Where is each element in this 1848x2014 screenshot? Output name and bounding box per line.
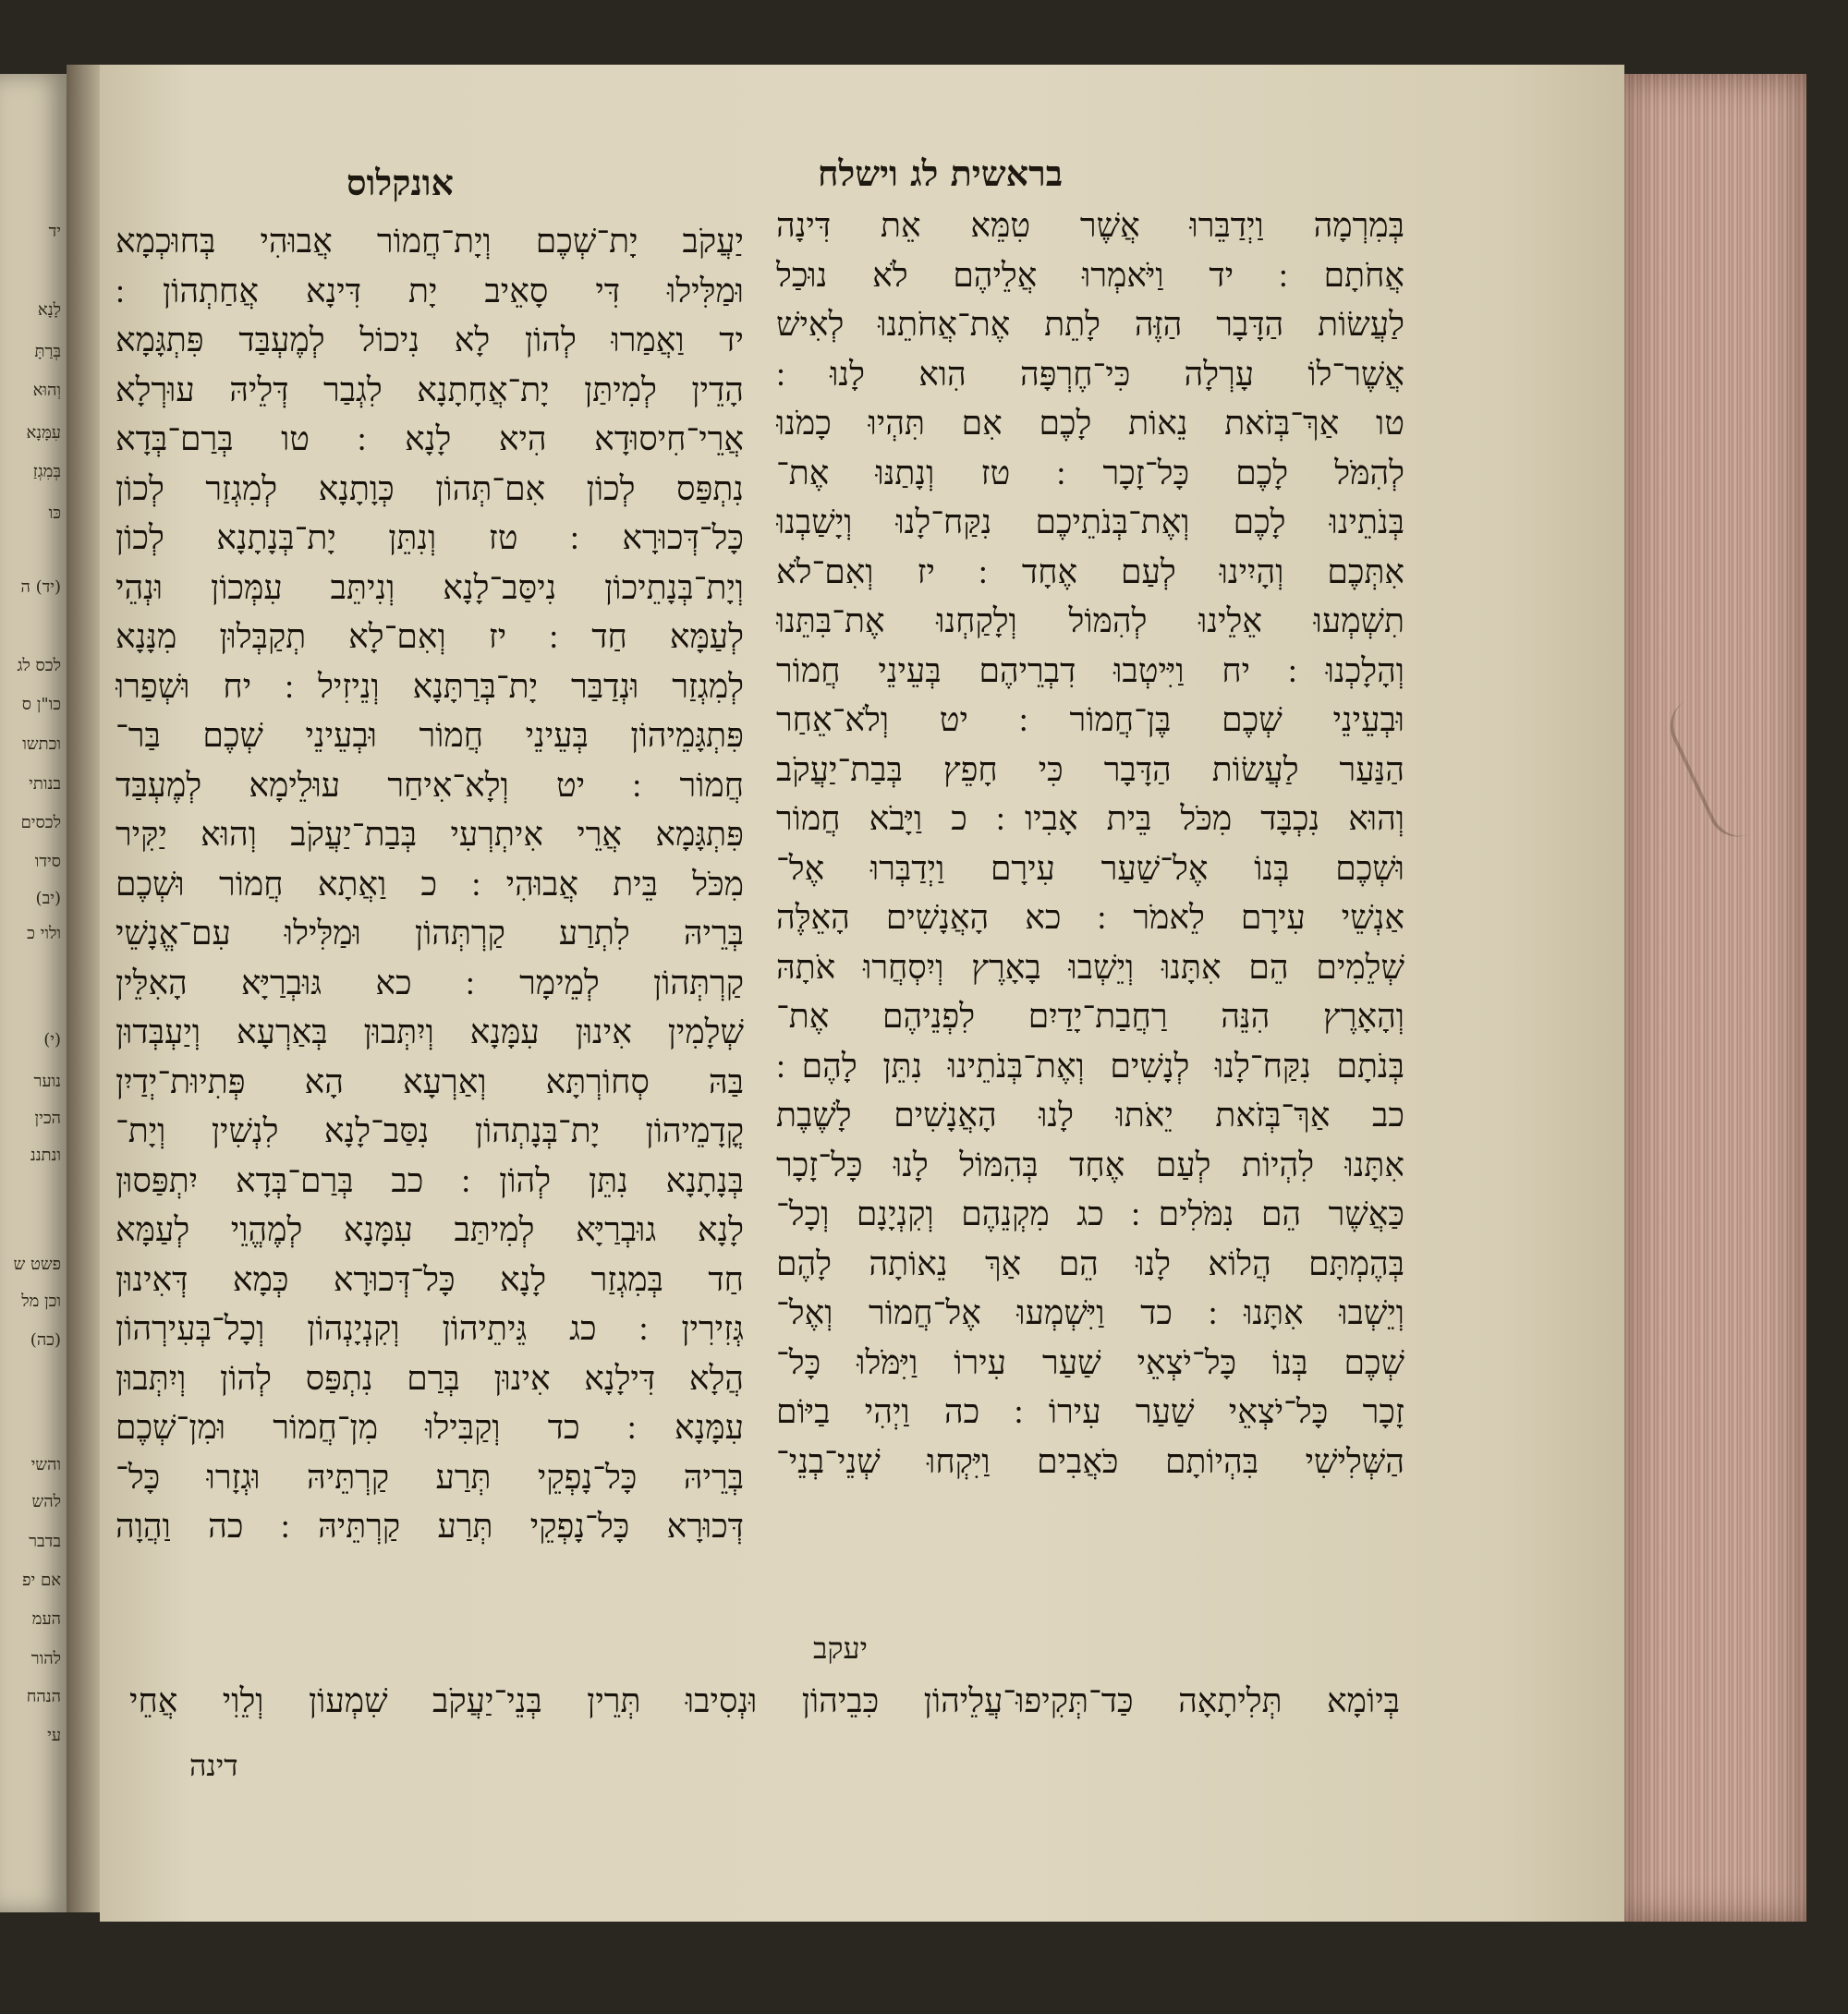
onkelos-text-line: כָּל־דְּכוּרָא ׃ טז וְנִתֵּן יָת־בְּנָתָנָא לְכוֹן <box>116 519 744 557</box>
onkelos-text-line: הֲלָא דִּילָנָא אִינוּן בְּרַם נִתְפַּס לְהוֹן וְיִתְּבוּן <box>116 1359 744 1398</box>
hebrew-text-line: בְּהֶמְתָּם הֲלוֹא לָנוּ הֵם אַךְ נֵאוֹתָה לָהֶם <box>776 1244 1404 1283</box>
hebrew-text-line: וְהָלָכְנוּ ׃ יח וַיִּיטְבוּ דִבְרֵיהֶם בְּעֵינֵי חֲמוֹר <box>776 651 1404 690</box>
hebrew-text-line: בְּנֹתָם נִקַּח־לָנוּ לְנָשִׁים וְאֶת־בְּנֹתֵינוּ נִתֵּן לָהֶם ׃ <box>776 1047 1404 1086</box>
onkelos-text-line: מִכֹּל בֵּית אֲבוּהִי ׃ כ וַאֲתָא חֲמוֹר וּשְׁכֶם <box>116 865 744 904</box>
hebrew-text-line: וְיֵשְׁבוּ אִתָּנוּ ׃ כד וַיִּשְׁמְעוּ אֶל־חֲמוֹר וְאֶל־ <box>776 1294 1404 1332</box>
onkelos-text-line: קֳדָמֵיהוֹן יָת־בְּנָתְהוֹן נִסַּב־לָנָא לִנְשִׁין וְיָת־ <box>116 1112 744 1150</box>
hebrew-text-line: לַעֲשׂוֹת הַדָּבָר הַזֶּה לָתֵת אֶת־אֲחֹתֵנוּ לְאִישׁ <box>776 306 1404 344</box>
hebrew-text-line: בְּנֹתֵינוּ לָכֶם וְאֶת־בְּנֹתֵיכֶם נִקַּח־לָנוּ וְיָשַׁבְנוּ <box>776 504 1404 541</box>
left-page-fragment: והשי <box>30 1455 61 1474</box>
left-page-fragment: לָנָא <box>37 300 61 320</box>
left-page-fragment: להש <box>31 1492 61 1511</box>
onkelos-text-line: אֲרֵי־חִיסוּדָא הִיא לָנָא ׃ טו בְּרַם־בְּדָא <box>116 420 744 458</box>
onkelos-text-line: וּמַלִּילוּ דִּי סָאֵיב יָת דִּינָא אֲחַתְהוֹן ׃ <box>116 272 744 310</box>
left-page-fragment: להור <box>30 1649 61 1668</box>
hebrew-text-line: אַנְשֵׁי עִירָם לֵאמֹר ׃ כא הָאֲנָשִׁים הָאֵלֶּה <box>776 899 1404 937</box>
left-page-fragment: פשט ש <box>13 1255 61 1274</box>
left-page-fragment: (יב) <box>35 889 61 908</box>
onkelos-text-line: חֲמוֹר ׃ יט וְלָא־אִיחַר עוּלֵימָא לְמֶעְבַּד <box>116 766 744 805</box>
left-page-fragment: יד <box>48 222 61 241</box>
left-page-fragment: בדבר <box>29 1532 61 1551</box>
hebrew-text-line: לְהִמֹּל לָכֶם כָּל־זָכָר ׃ טז וְנָתַנּוּ אֶת־ <box>776 454 1404 492</box>
onkelos-text-line: קַרְתְּהוֹן לְמֵימָר ׃ כא גּוּבְרַיָּא הָאִלֵּין <box>116 964 744 1002</box>
hebrew-text-line: הַשְּׁלִישִׁי בִּהְיוֹתָם כֹּאֲבִים וַיִּקְחוּ שְׁנֵי־בְנֵי־ <box>776 1442 1404 1481</box>
onkelos-text-line: בַּהּ סְחוֹרְתָּא וְאַרְעָא הָא פְּתִיוּת־יְדַיִן <box>116 1062 744 1101</box>
hebrew-text-line: וּשְׁכֶם בְּנוֹ אֶל־שַׁעַר עִירָם וַיְדַבְּרוּ אֶל־ <box>776 849 1404 888</box>
left-page-fragment: עִמָּנָא <box>26 423 61 443</box>
left-page-fragment: העמ <box>31 1609 61 1629</box>
left-page-fragment: הנהח <box>26 1687 61 1706</box>
onkelos-text-line: לְמִגְזַר וּנְדַבַּר יָת־בְּרַתָּנָא וְנֵיזִיל ׃ יח וּשְׁפַרוּ <box>116 667 744 706</box>
hebrew-text-line: הַנַּעַר לַעֲשׂוֹת הַדָּבָר כִּי חָפֵץ בְּבַת־יַעֲקֹב <box>776 750 1404 789</box>
running-header-right: בראשית לג וישלח <box>818 152 1064 194</box>
hebrew-text-line: תִשְׁמְעוּ אֵלֵינוּ לְהִמּוֹל וְלָקַחְנוּ אֶת־בִּתֵּנוּ <box>776 602 1404 640</box>
page-fore-edge <box>1622 74 1806 1922</box>
running-header-left: אונקלוס <box>346 162 454 203</box>
left-page-fragment: וְהוּא <box>32 381 61 400</box>
hebrew-text-line: וּבְעֵינֵי שְׁכֶם בֶּן־חֲמוֹר ׃ יט וְלֹא־אֵחַר <box>776 701 1404 739</box>
left-page-fragment: כו"ן ס <box>21 695 61 714</box>
onkelos-text-line: לְעַמָּא חַד ׃ יז וְאִם־לָא תְקַבְּלוּן מִנָּנָא <box>116 618 744 656</box>
left-page-fragment: לכס לג <box>17 656 61 675</box>
bottom-targum-line: בְּיוֹמָא תְּלִיתָאָה כַּד־תְּקִיפוּ־עֲלֵיהוֹן כִּבֵיהוֹן וּנְסִיבוּ תְּרֵין בְּנֵי־יַעֲקֹב שִׁמְעוֹן וְלֵוִי אֲחֵי <box>129 1682 1400 1720</box>
onkelos-text-line: דְּכוּרָא כָּל־נָפְקֵי תְּרַע קַרְתֵּיהּ ׃ כה וַהֲוָה <box>116 1508 744 1546</box>
onkelos-text-line: הָדֵין לְמִיתַּן יָת־אֲחָתָנָא לִגְבַר דְּלֵיהּ עוּרְלָא <box>116 370 744 409</box>
onkelos-text-line: יַעֲקֹב יָת־שְׁכֶם וְיָת־חֲמוֹר אֲבוּהִי בְּחוּכְמָא <box>116 223 744 261</box>
hebrew-text-line: בְּמִרְמָה וַיְדַבֵּרוּ אֲשֶׁר טִמֵּא אֵת דִּינָה <box>776 207 1404 245</box>
hebrew-text-line: וְהוּא נִכְבָּד מִכֹּל בֵּית אָבִיו ׃ כ וַיָּבֹא חֲמוֹר <box>776 800 1404 838</box>
left-page-fragment: ולוי כ <box>27 924 61 943</box>
onkelos-text-line: גְּזִירִין ׃ כג גֵּיתֵיהוֹן וְקִנְיָנְהוֹן וְכָל־בְּעִירְהוֹן <box>116 1310 744 1348</box>
left-page-fragment: עי <box>47 1726 61 1745</box>
hebrew-text-line: שְׁכֶם בְּנוֹ כָּל־יֹצְאֵי שַׁעַר עִירוֹ וַיִּמֹּלוּ כָּל־ <box>776 1343 1404 1382</box>
left-page-fragment: סידו <box>34 852 61 871</box>
hebrew-text-line: כַּאֲשֶׁר הֵם נִמֹּלִים ׃ כג מִקְנֵהֶם וְקִנְיָנָם וְכָל־ <box>776 1195 1404 1233</box>
hebrew-text-line: אִתָּנוּ לִהְיוֹת לְעַם אֶחָד בְּהִמּוֹל לָנוּ כָּל־זָכָר <box>776 1146 1404 1184</box>
catchword-right: יעקב <box>813 1631 869 1666</box>
hebrew-text-line: כב אַךְ־בְּזֹאת יֵאֹתוּ לָנוּ הָאֲנָשִׁים לָשֶׁבֶת <box>776 1097 1404 1134</box>
onkelos-text-line: חַד בְּמִגְזַר לָנָא כָּל־דְּכוּרָא כְּמָא דְּאִינוּן <box>116 1260 744 1299</box>
onkelos-text-column <box>116 217 744 1552</box>
hebrew-text-column <box>776 201 1404 1486</box>
left-facing-page <box>0 74 67 1912</box>
left-page-fragment: כּו <box>48 504 61 523</box>
hebrew-text-line: זָכָר כָּל־יֹצְאֵי שַׁעַר עִירוֹ ׃ כה וַיְהִי בַיּוֹם <box>776 1393 1404 1431</box>
left-page-fragment: וכתשו <box>22 734 61 754</box>
onkelos-text-line: לָנָא גוּבְרַיָּא לְמִיתַּב עִמָּנָא לְמֶהֱוֵי לְעַמָּא <box>116 1211 744 1249</box>
onkelos-text-line: בְּרֵיהּ כָּל־נָפְקֵי תְּרַע קַרְתֵּיהּ וּגְזָרוּ כָּל־ <box>116 1458 744 1497</box>
left-page-fragment: אם יפ <box>22 1571 61 1590</box>
onkelos-text-line: עִמָּנָא ׃ כד וְקַבִּילוּ מִן־חֲמוֹר וּמִן־שְׁכֶם <box>116 1409 744 1447</box>
onkelos-text-line: פִּתְגָּמֵיהוֹן בְּעֵינֵי חֲמוֹר וּבְעֵינֵי שְׁכֶם בַּר־ <box>116 717 744 755</box>
left-page-fragment: (י) <box>43 1030 61 1049</box>
hebrew-text-line: אֲחֹתָם ׃ יד וַיֹּאמְרוּ אֲלֵיהֶם לֹא נוּכַל <box>776 256 1404 295</box>
hebrew-text-line: וְהָאָרֶץ הִנֵּה רַחֲבַת־יָדַיִם לִפְנֵיהֶם אֶת־ <box>776 998 1404 1036</box>
left-page-fragment: בְּרַתָּ <box>34 342 61 361</box>
onkelos-text-line: שְׁלָמִין אִינוּן עִמָּנָא וְיִתְּבוּן בְּאַרְעָא וְיַעְבְּדוּן <box>116 1013 744 1051</box>
onkelos-text-line: נִתְפַּס לְכוֹן אִם־תְּהוֹן כְּוָתָנָא לְמִגְזַר לְכוֹן <box>116 469 744 508</box>
left-page-fragment: בְּמִגְזַ <box>32 462 61 481</box>
left-page-fragment: בנותי <box>29 774 61 794</box>
onkelos-text-line: פִּתְגָּמָא אֲרֵי אִיתְרְעִי בְּבַת־יַעֲקֹב וְהוּא יַקִּיר <box>116 816 744 854</box>
left-page-fragment: ונתננ <box>30 1146 61 1165</box>
hebrew-text-line: שְׁלֵמִים הֵם אִתָּנוּ וְיֵשְׁבוּ בָאָרֶץ וְיִסְחֲרוּ אֹתָהּ <box>776 948 1404 987</box>
left-page-fragment: (יד) ה <box>20 577 61 597</box>
hebrew-text-line: אֲשֶׁר־לוֹ עָרְלָה כִּי־חֶרְפָּה הִוא לָנוּ ׃ <box>776 355 1404 394</box>
hebrew-text-line: טו אַךְ־בְּזֹאת נֵאוֹת לָכֶם אִם תִּהְיוּ כָמֹנוּ <box>776 405 1404 443</box>
hebrew-text-line: אִתְּכֶם וְהָיִינוּ לְעַם אֶחָד ׃ יז וְאִם־לֹא <box>776 552 1404 591</box>
left-page-fragment: (כה) <box>30 1330 61 1350</box>
onkelos-text-line: בְּנָתָנָא נִתֵּן לְהוֹן ׃ כב בְּרַם־בְּדָא יִתְפַּסוּן <box>116 1161 744 1200</box>
left-page-fragment: הכין <box>34 1109 61 1128</box>
left-page-fragment: נוער <box>33 1072 61 1091</box>
onkelos-text-line: בְּרֵיהּ לִתְרַע קַרְתְּהוֹן וּמַלִּילוּ עִם־אֱנָשֵׁי <box>116 915 744 952</box>
catchword-left: דינה <box>189 1748 238 1783</box>
left-page-fragment: לכסים <box>20 813 61 832</box>
onkelos-text-line: וְיָת־בְּנָתֵיכוֹן נִיסַּב־לָנָא וְנִיתֵּב עִמְּכוֹן וּנְהֵי <box>116 568 744 607</box>
book-gutter <box>67 65 103 1912</box>
onkelos-text-line: יד וַאֲמַרוּ לְהוֹן לָא נִיכוֹל לְמֶעְבַּד פִּתְגָּמָא <box>116 322 744 359</box>
left-page-fragment: וכן מל <box>21 1292 61 1311</box>
